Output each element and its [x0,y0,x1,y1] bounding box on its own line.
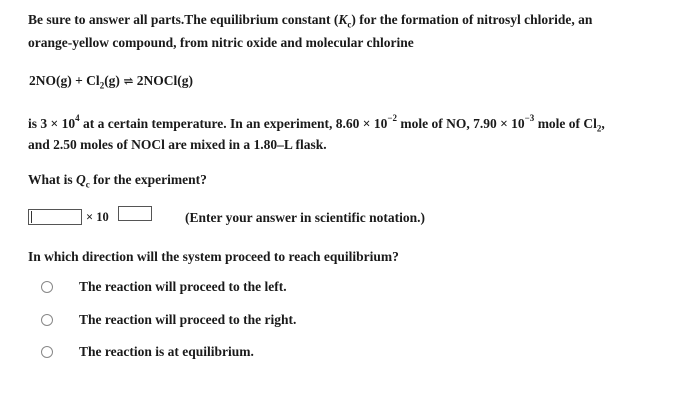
radio-right[interactable] [41,314,53,326]
intro-line-1: Be sure to answer all parts.The equilibrium constant $(K_c)$ for the formation of nitrosyl chloride, an [28,12,593,30]
direction-question: In which direction will the system proceed to reach equilibrium? [28,249,399,264]
radio-left[interactable] [41,281,53,293]
exponent-input[interactable] [118,206,152,221]
radio-equilibrium[interactable] [41,346,53,358]
problem-line-1: is $3 \times 10^4$ at a certain temperature. In an experiment, $8.60 \times 10^{-2}$ mole of NO, $7.90 \times 10^{-3}$ mole of $Cl_2$, [28,112,605,134]
option-equilibrium-label[interactable]: The reaction is at equilibrium. [79,344,254,359]
problem-line-2: and 2.50 moles of NOCl are mixed in a 1.80–L flask. [28,137,327,152]
option-left-label[interactable]: The reaction will proceed to the left. [79,279,287,294]
mantissa-input[interactable] [28,209,82,225]
qc-question: What is $Q_c$ for the experiment? [28,172,207,190]
scientific-notation-hint: (Enter your answer in scientific notation.) [185,210,425,225]
chemical-equation: $2NO(g) + Cl_2(g)$ ⇌ 2NOCl(g) [29,73,193,91]
equilibrium-arrow-icon: ⇌ [123,74,134,88]
option-right-label[interactable]: The reaction will proceed to the right. [79,312,297,327]
times-ten-label: × 10 [86,210,109,224]
text-cursor [31,211,32,223]
intro-line-2: orange-yellow compound, from nitric oxide and molecular chlorine [28,35,414,50]
instruction-text: Be sure to answer all parts. [28,12,185,27]
